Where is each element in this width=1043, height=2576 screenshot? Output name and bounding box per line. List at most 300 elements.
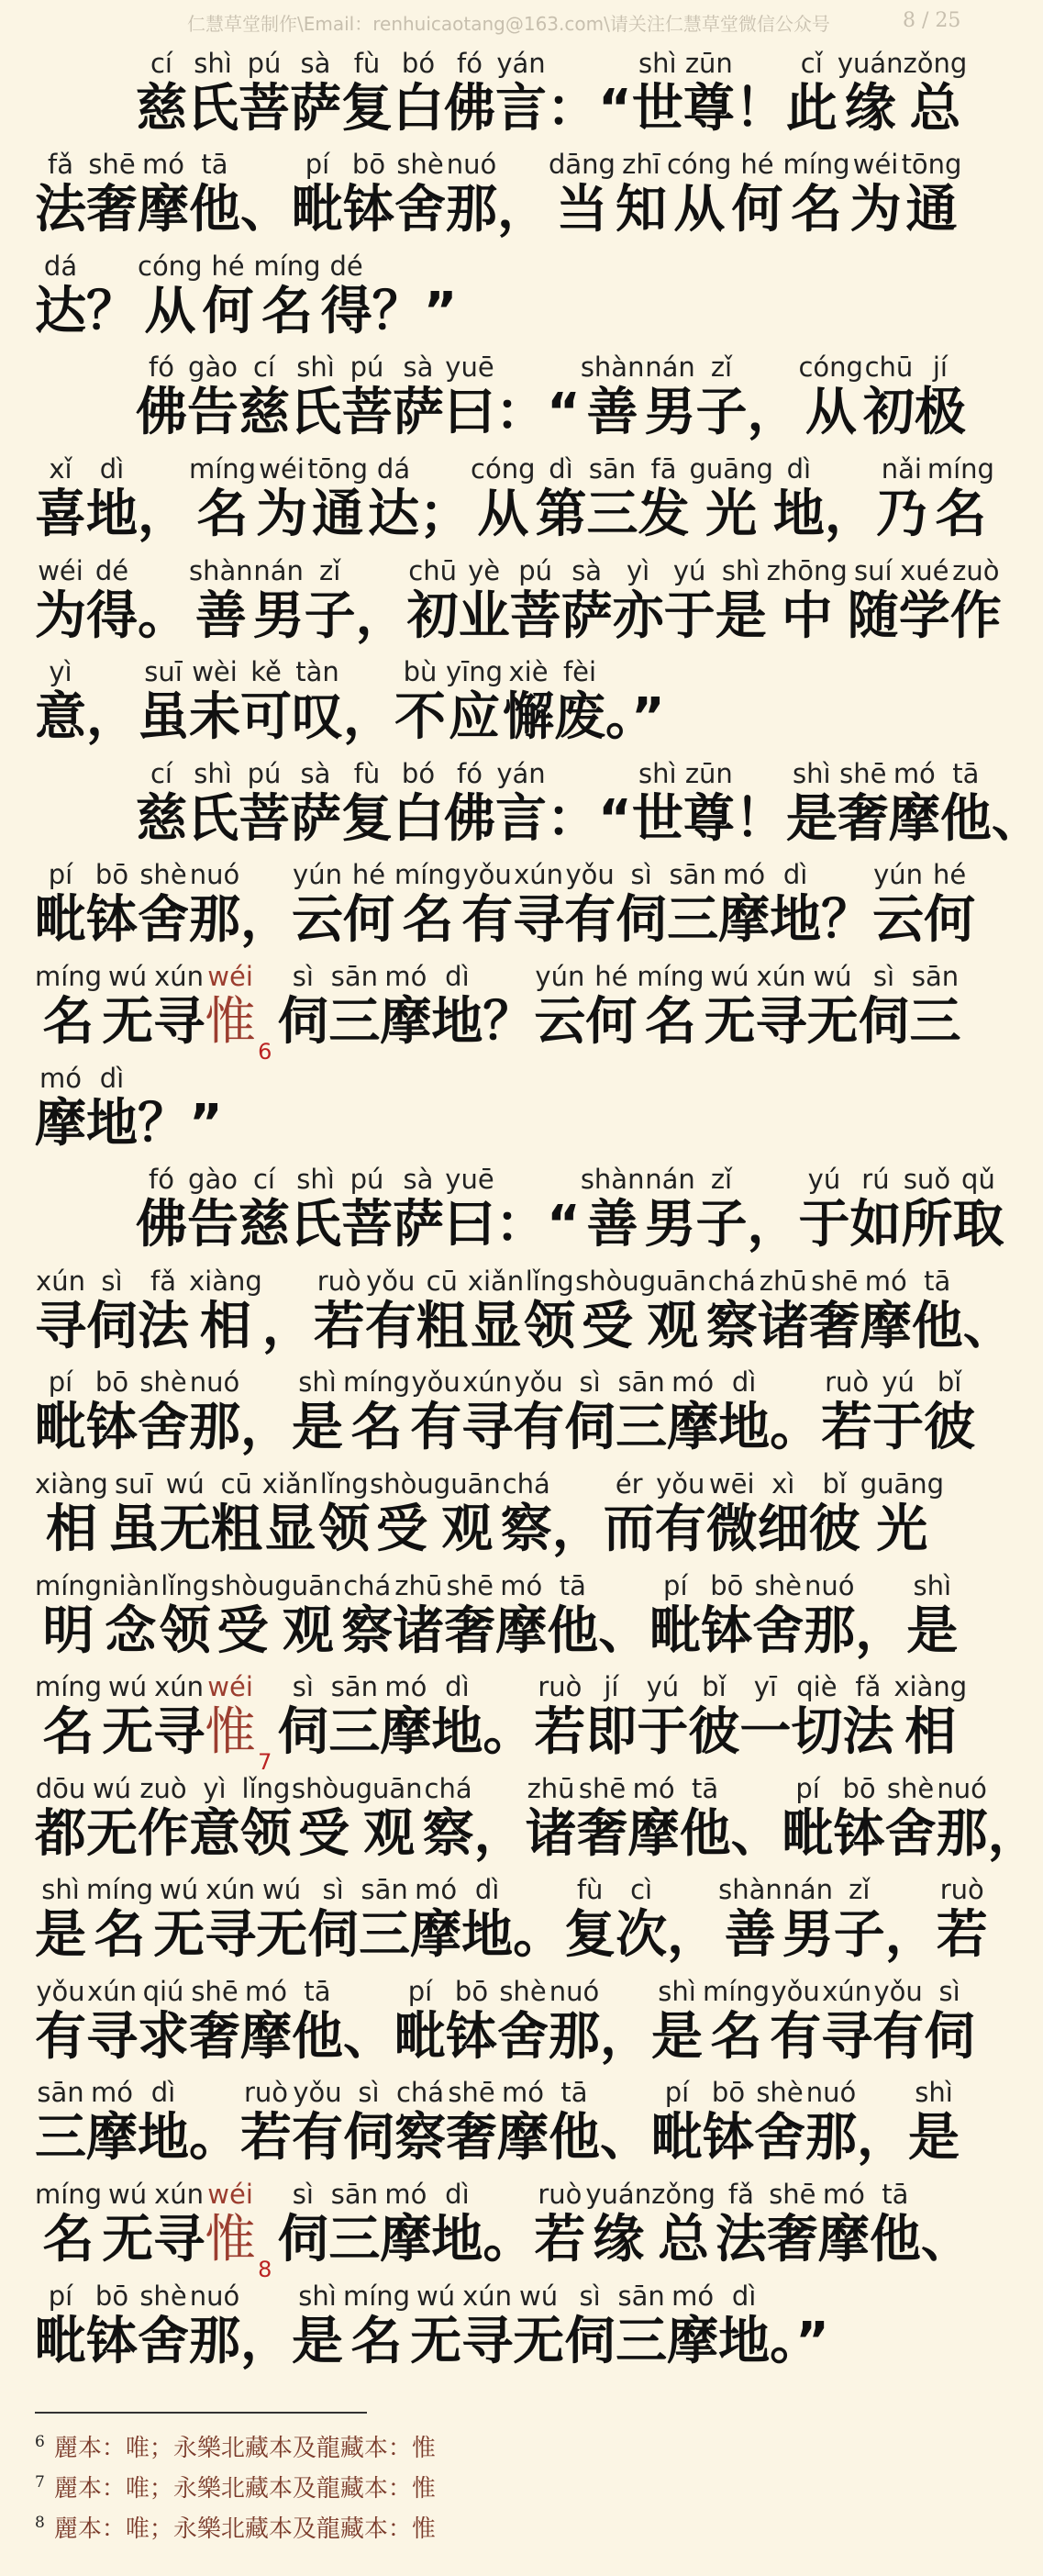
hanzi: ， (884, 1905, 937, 1966)
hanzi: 地 (86, 484, 138, 544)
pinyin: mó (723, 859, 766, 891)
hanzi: 寻 (86, 2006, 138, 2067)
hanzi: 他 (292, 2006, 343, 2067)
hanzi: 萨 (290, 78, 341, 139)
pinyin: mó (864, 1265, 907, 1297)
hanzi: 粗 (210, 1499, 262, 1559)
hanzi: 若 (534, 1702, 586, 1763)
hanzi: 曰 (444, 1195, 495, 1255)
pinyin: lǐng (319, 1467, 369, 1500)
hanzi: 伺 (924, 2006, 976, 2067)
ruby-char (927, 452, 994, 544)
hanzi: 显 (470, 1296, 522, 1356)
hanzi: 无 (86, 1803, 138, 1864)
hanzi: 地 (138, 2108, 189, 2169)
hanzi: 有 (35, 2006, 86, 2067)
hanzi: 有 (513, 1398, 565, 1458)
pinyin: nán (782, 1874, 834, 1906)
hanzi: 三 (667, 890, 719, 951)
pinyin: shì (793, 757, 831, 789)
hanzi: 名 (94, 1905, 146, 1966)
hanzi: 他 (679, 1803, 731, 1864)
hanzi: ， (747, 383, 799, 443)
ruby-char (356, 554, 407, 646)
ruby-char (554, 655, 605, 747)
pinyin: fèi (562, 656, 597, 688)
ruby-char (600, 1975, 651, 2067)
ruby-char (495, 1569, 547, 1661)
ruby-char (461, 858, 513, 950)
hanzi: 作 (949, 585, 1002, 646)
ruby-char (318, 1467, 370, 1559)
ruby-char (534, 1670, 585, 1762)
pinyin: shē (769, 2179, 816, 2211)
ruby-char (189, 858, 240, 950)
ruby-char (277, 2178, 328, 2269)
hanzi: ， (261, 1296, 314, 1356)
hanzi: 钵 (703, 2108, 754, 2169)
pinyin: cí (252, 1164, 275, 1196)
hanzi: 察 (394, 2108, 446, 2169)
ruby-char (651, 2178, 716, 2269)
ruby-char (290, 1163, 341, 1255)
text-line (35, 1052, 963, 1154)
hanzi: 寻 (461, 2311, 514, 2371)
pinyin: zǒng (651, 2179, 716, 2211)
pinyin: wēi (708, 1467, 755, 1500)
pinyin: shē (839, 757, 887, 789)
hanzi: 菩 (239, 78, 290, 139)
ruby-char (860, 1467, 944, 1559)
hanzi: 有 (654, 1499, 706, 1559)
pinyin: guāng (689, 452, 773, 485)
pinyin: shē (191, 1975, 239, 2007)
pinyin: shì (658, 1975, 696, 2007)
pinyin: yǒu (514, 1366, 563, 1399)
ruby-char (834, 1873, 885, 1965)
hanzi: ， (343, 687, 394, 748)
ruby-char (497, 148, 549, 240)
ruby-char (86, 1265, 138, 1356)
ruby-char (35, 1772, 86, 1864)
ruby-char (564, 2280, 616, 2371)
ruby-char (613, 554, 664, 646)
pinyin: xué (900, 554, 949, 586)
ruby-char (35, 858, 86, 950)
pinyin: wú (262, 1874, 302, 1906)
hanzi: 缘 (593, 2210, 645, 2270)
pinyin: yún (535, 960, 585, 992)
pinyin: mó (39, 1062, 82, 1094)
ruby-char (239, 47, 290, 139)
pinyin: chá (395, 2077, 445, 2109)
ruby-char (706, 1265, 758, 1356)
hanzi: 微 (705, 1499, 758, 1559)
hanzi: 善 (586, 383, 638, 443)
ruby-char (758, 1467, 809, 1559)
ruby-char (924, 1975, 975, 2067)
pinyin: chá (707, 1265, 756, 1297)
ruby-char (577, 1772, 628, 1864)
ruby-char (587, 452, 638, 544)
hanzi: 毗 (649, 1600, 702, 1661)
hanzi: 三 (35, 2108, 86, 2169)
hanzi: 伺 (277, 991, 329, 1052)
ruby-char (638, 452, 690, 544)
ruby-char (292, 858, 343, 950)
pinyin: pí (664, 2077, 690, 2109)
hanzi: 地 (772, 484, 825, 544)
hanzi: 子 (695, 383, 748, 443)
ruby-char (664, 554, 716, 646)
hanzi: 亦 (612, 585, 664, 646)
pinyin: míng (782, 149, 850, 181)
ruby-char (356, 1772, 423, 1864)
hanzi: 摩 (667, 1398, 719, 1458)
ruby-char (690, 452, 773, 544)
ruby-char (138, 1062, 223, 1154)
ruby-char (616, 1873, 667, 1965)
ruby-char (637, 1670, 688, 1762)
hanzi: 伺 (86, 1296, 138, 1356)
hanzi: 子 (695, 1195, 748, 1255)
pinyin: sān (911, 960, 960, 992)
hanzi: 观 (647, 1296, 699, 1356)
pinyin: zūn (684, 757, 733, 789)
ruby-char (495, 1163, 581, 1255)
hanzi: 佛 (136, 383, 187, 443)
hanzi: ， (355, 585, 407, 646)
pinyin: wéi (852, 149, 899, 181)
ruby-char (667, 2280, 718, 2371)
pinyin: wú (710, 960, 749, 992)
ruby-char (497, 1975, 549, 2067)
text-line (35, 240, 963, 341)
pinyin: shē (811, 1265, 859, 1297)
ruby-char (821, 1975, 872, 2067)
ruby-char (290, 351, 341, 442)
pinyin: míng (926, 452, 994, 485)
ruby-char (35, 2076, 86, 2168)
ruby-char (735, 47, 786, 139)
hanzi: 毗 (394, 2006, 446, 2067)
ruby-char (380, 960, 431, 1052)
hanzi: 细 (757, 1499, 809, 1559)
pinyin: qiè (796, 1671, 838, 1703)
pinyin: míng (343, 2280, 411, 2312)
hanzi: 伺 (277, 1702, 329, 1763)
pinyin: sān (617, 1366, 665, 1399)
pinyin: bǐ (702, 1671, 727, 1703)
hanzi: 诸 (757, 1296, 809, 1356)
pinyin: shì (41, 1874, 80, 1906)
pinyin: cóng (471, 452, 536, 485)
hanzi: 白 (393, 78, 444, 139)
hanzi: 。 (770, 1398, 822, 1458)
pinyin: qǔ (961, 1164, 995, 1196)
ruby-char (86, 1975, 138, 2067)
ruby-char (262, 1265, 314, 1356)
hanzi: 他 (939, 788, 992, 849)
hanzi: 寻 (755, 991, 807, 1052)
pinyin: shè (139, 859, 187, 891)
footnote-text: 麗本：唯；永樂北藏本及龍藏本：惟 (53, 2515, 436, 2543)
ruby-char (292, 2076, 343, 2168)
text-line (35, 1864, 988, 1966)
pinyin: sān (330, 1671, 379, 1703)
hanzi: 达 (35, 281, 86, 341)
pinyin: yán (496, 757, 546, 789)
hanzi: 舍 (394, 180, 446, 240)
hanzi: 察 (705, 1296, 758, 1356)
hanzi: 名 (402, 890, 454, 951)
ruby-char (770, 1975, 821, 2067)
ruby-char (651, 2076, 703, 2168)
pinyin: tōng (307, 452, 369, 485)
hanzi: 毗 (292, 180, 343, 240)
ruby-char (372, 250, 458, 341)
pinyin: sān (37, 2077, 84, 2109)
pinyin: yǒu (411, 1366, 460, 1399)
pinyin: fǎ (48, 149, 73, 181)
pinyin: hé (211, 250, 245, 282)
hanzi: 奢 (837, 788, 889, 849)
hanzi: 有 (410, 1398, 462, 1458)
pinyin: bó (401, 47, 436, 79)
text-line (35, 1457, 963, 1559)
ruby-char (262, 1467, 318, 1559)
pinyin: yú (672, 554, 706, 586)
hanzi: 诸 (525, 1803, 577, 1864)
page-header (0, 4, 991, 40)
ruby-char (770, 858, 821, 950)
pinyin: gào (188, 351, 238, 384)
footnote-text: 麗本：唯；永樂北藏本及龍藏本：惟 (53, 2435, 436, 2462)
pinyin: dì (549, 452, 573, 485)
hanzi: 摩 (888, 788, 940, 849)
pinyin: yú (807, 1164, 841, 1196)
ruby-char (239, 757, 290, 849)
ruby-char (758, 1265, 809, 1356)
hanzi: 若 (534, 2210, 586, 2270)
pinyin: tā (560, 2077, 588, 2109)
hanzi: 佛 (136, 1195, 187, 1255)
ruby-char (86, 655, 138, 747)
ruby-char (937, 1772, 988, 1864)
pinyin: xiè (508, 656, 549, 688)
hanzi: 钵 (446, 2006, 497, 2067)
hanzi: 摩 (380, 2210, 432, 2270)
hanzi: 无 (159, 1499, 211, 1559)
hanzi: 慈 (136, 78, 187, 139)
hanzi: 地 (718, 1398, 771, 1458)
page-indicator: 8 / 25 (903, 9, 961, 32)
pinyin: wú (416, 2280, 456, 2312)
ruby-char (598, 1569, 649, 1661)
pinyin: cǐ (800, 47, 823, 79)
ruby-char (770, 1366, 821, 1457)
pinyin: cū (220, 1467, 252, 1500)
pinyin: yè (468, 554, 501, 586)
pinyin: sì (938, 1975, 960, 2007)
pinyin: cí (150, 47, 172, 79)
pinyin: tā (304, 1975, 331, 2007)
ruby-char (86, 148, 138, 240)
pinyin: yǒu (565, 859, 615, 891)
pinyin: pí (48, 859, 73, 891)
hanzi: 伺 (277, 2210, 329, 2270)
ruby-char (988, 1772, 1039, 1864)
hanzi: 男 (644, 383, 696, 443)
pinyin: shè (499, 1975, 547, 2007)
footnote-text: 麗本：唯；永樂北藏本及龍藏本：惟 (53, 2475, 436, 2503)
hanzi: 男 (252, 585, 305, 646)
pinyin: nuó (549, 1975, 600, 2007)
footnote (35, 2428, 952, 2469)
hanzi: 、 (600, 2108, 651, 2169)
hanzi: 无 (102, 2210, 154, 2270)
ruby-char (798, 351, 862, 442)
ruby-char (343, 2076, 394, 2168)
hanzi: 第 (535, 484, 587, 544)
ruby-char (735, 757, 786, 849)
ruby-char (908, 2076, 960, 2168)
hanzi: 氏 (187, 78, 239, 139)
ruby-char (138, 250, 202, 341)
hanzi: 世 (631, 78, 683, 139)
pinyin: míng (253, 250, 321, 282)
hanzi: 摩 (240, 2006, 292, 2067)
pinyin: cū (426, 1265, 458, 1297)
text-line (35, 1255, 1015, 1356)
pinyin: sì (292, 960, 314, 992)
ruby-char (644, 351, 695, 442)
text-line (35, 1762, 1039, 1864)
hanzi: 明 (42, 1600, 94, 1661)
pinyin: zuò (139, 1772, 187, 1804)
hanzi: 萨 (560, 585, 613, 646)
pinyin: zǐ (849, 1874, 871, 1906)
hanzi: 随 (847, 585, 899, 646)
pinyin: sà (571, 554, 603, 586)
hanzi: 那 (446, 180, 497, 240)
pinyin: fǎ (150, 1265, 176, 1297)
hanzi: 不 (394, 687, 446, 748)
hanzi: 摩 (138, 180, 189, 240)
ruby-char (683, 757, 735, 849)
hanzi: ？” (138, 1093, 223, 1154)
ruby-char (952, 1163, 1004, 1255)
ruby-char (838, 47, 904, 139)
pinyin: bó (401, 757, 436, 789)
pinyin: míng (637, 960, 705, 992)
pinyin: xún (462, 2280, 513, 2312)
text-line (35, 849, 976, 951)
ruby-char (767, 554, 848, 646)
ruby-char (138, 452, 189, 544)
hanzi: 显 (264, 1499, 316, 1559)
hanzi: 伺 (564, 1398, 616, 1458)
pinyin: xǐ (49, 452, 72, 485)
hanzi: 毗 (35, 890, 86, 951)
pinyin: shàn (580, 351, 645, 384)
ruby-char (187, 1163, 239, 1255)
ruby-char (102, 1569, 160, 1661)
ruby-char (136, 351, 187, 442)
hanzi: 得 (86, 585, 138, 646)
hanzi: 惟 (205, 1702, 257, 1763)
hanzi: 是 (292, 2311, 343, 2371)
pinyin: wú (108, 2179, 148, 2211)
pinyin: ruò (316, 1265, 361, 1297)
pinyin: mó (91, 2077, 133, 2109)
ruby-char (189, 554, 253, 646)
ruby-char (667, 858, 718, 950)
ruby-char (102, 2178, 153, 2269)
ruby-char (138, 655, 189, 747)
ruby-char (86, 2280, 138, 2371)
ruby-char (921, 2178, 972, 2269)
pinyin: cí (252, 351, 275, 384)
ruby-char (739, 1670, 791, 1762)
hanzi: 总 (909, 78, 961, 139)
hanzi: 通 (905, 180, 958, 240)
text-line (35, 1154, 1004, 1255)
hanzi: 云 (872, 890, 925, 951)
ruby-char (461, 1366, 513, 1457)
pinyin: ér (615, 1467, 643, 1500)
ruby-char (695, 1163, 747, 1255)
pinyin: wéi (207, 1671, 253, 1703)
hanzi: 有 (872, 2006, 925, 2067)
ruby-char (35, 655, 86, 747)
hanzi: 善 (724, 1905, 776, 1966)
ruby-char (716, 2178, 767, 2269)
hanzi: 名 (42, 1702, 94, 1763)
pinyin: nuó (804, 1569, 855, 1601)
text-line (35, 646, 963, 748)
ruby-char (86, 2076, 138, 2168)
hanzi: 学 (898, 585, 950, 646)
hanzi: 观 (282, 1600, 334, 1661)
hanzi: 摩 (380, 1702, 432, 1763)
ruby-char (136, 757, 187, 849)
ruby-char (616, 858, 667, 950)
hanzi: 彼 (808, 1499, 860, 1559)
pinyin: wéi (207, 2179, 253, 2211)
ruby-char (419, 452, 471, 544)
hanzi: 惟 (205, 991, 257, 1052)
ruby-char (859, 960, 910, 1052)
ruby-char (394, 655, 446, 747)
hanzi: 他 (911, 1296, 963, 1356)
hanzi: 受 (375, 1499, 427, 1559)
ruby-char (393, 1163, 444, 1255)
pinyin: ruò (538, 1671, 583, 1703)
pinyin: sì (630, 859, 652, 891)
text-line (35, 747, 1043, 849)
hanzi: 氏 (290, 383, 341, 443)
hanzi: 奢 (808, 1296, 860, 1356)
pinyin: hé (594, 960, 628, 992)
hanzi: 发 (638, 484, 690, 544)
pinyin: mó (384, 960, 427, 992)
ruby-char (446, 1975, 497, 2067)
pinyin: sì (579, 2280, 601, 2312)
pinyin: shòu (370, 1467, 434, 1500)
hanzi: 舍 (138, 2311, 189, 2371)
pinyin: guān (274, 1569, 342, 1601)
